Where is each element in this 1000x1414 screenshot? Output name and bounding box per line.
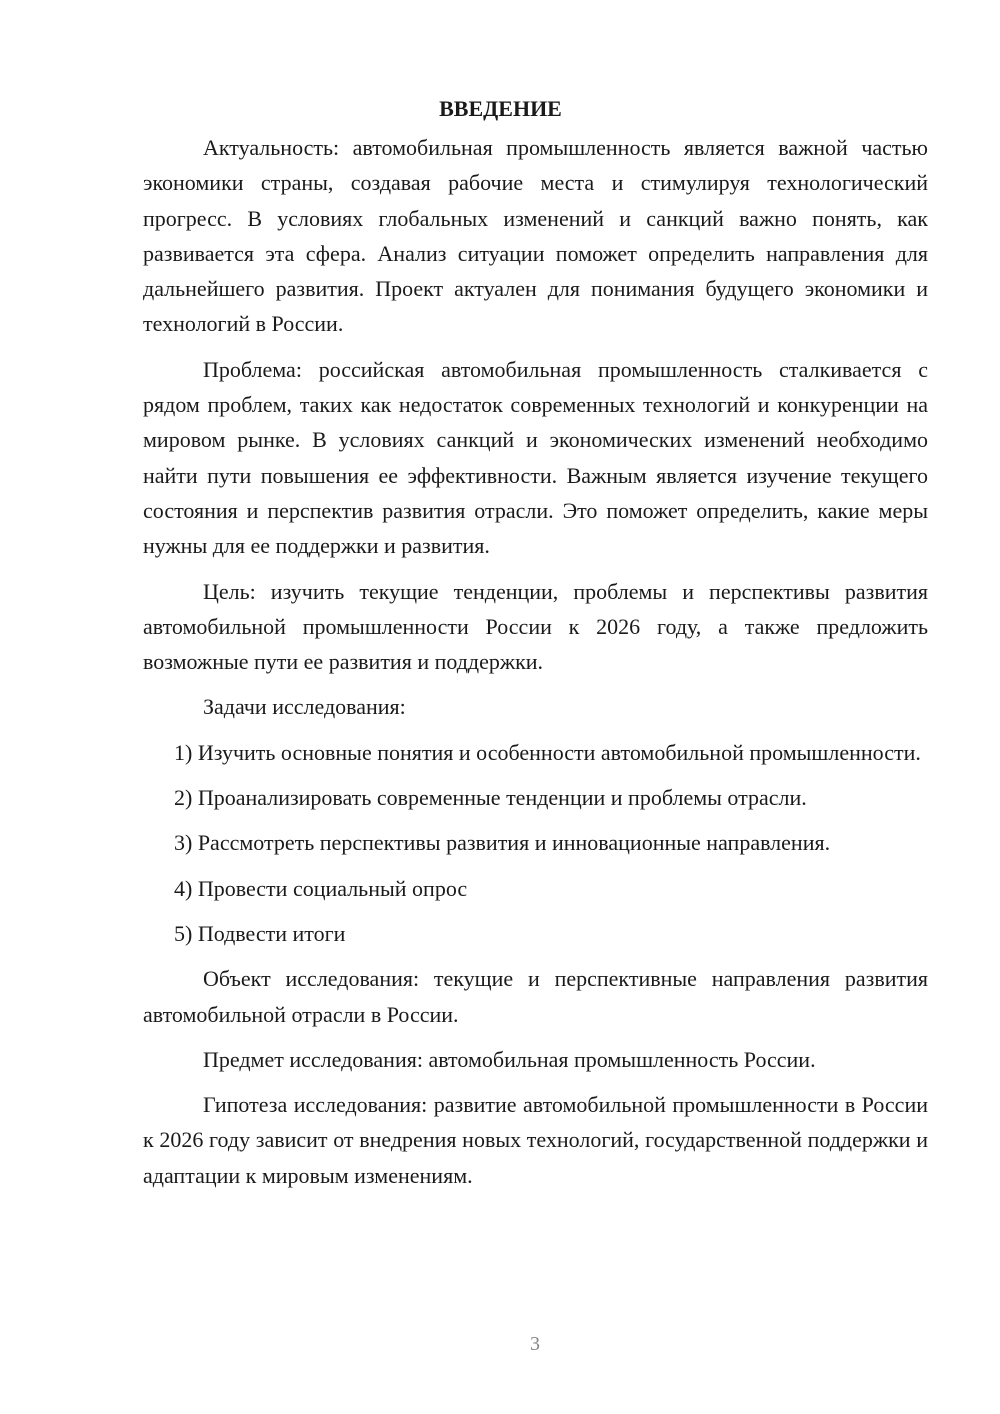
- goal-paragraph: Цель: изучить текущие тенденции, проблемы и перспективы развития автомобильной промышленности России к 2026 году, а также предложить возможные пути ее развития и поддержки.: [143, 578, 928, 675]
- task-item-1: 1) Изучить основные понятия и особенности автомобильной промышленности.: [174, 739, 921, 765]
- problem-paragraph: Проблема: российская автомобильная промышленность сталкивается с рядом проблем, таких как недостаток современных технологий и конкуренции на мировом рынке. В условиях санкций и экономических изменений необходимо найти пути повышения ее эффективности. Важным является изучение текущего состояния и перспектив развития отрасли. Это поможет определить, какие меры нужны для ее поддержки и развития.: [143, 356, 928, 559]
- relevance-paragraph: Актуальность: автомобильная промышленность является важной частью экономики страны, создавая рабочие места и стимулируя технологический прогресс. В условиях глобальных изменений и санкций важно понять, как развивается эта сфера. Анализ ситуации поможет определить направления для дальнейшего развития. Проект актуален для понимания будущего экономики и технологий в России.: [143, 135, 928, 337]
- hypothesis-paragraph: Гипотеза исследования: развитие автомобильной промышленности в России к 2026 году зависит от внедрения новых технологий, государственной поддержки и адаптации к мировым изменениям.: [143, 1092, 928, 1188]
- task-item-5: 5) Подвести итоги: [174, 920, 346, 946]
- page-number: 3: [530, 1333, 540, 1355]
- page-title: ВВЕДЕНИЕ: [439, 96, 562, 121]
- object-paragraph: Объект исследования: текущие и перспективные направления развития автомобильной отрасли в России.: [143, 966, 928, 1027]
- task-item-4: 4) Провести социальный опрос: [174, 875, 468, 901]
- subject-paragraph: Предмет исследования: автомобильная промышленность России.: [203, 1046, 816, 1072]
- task-item-2: 2) Проанализировать современные тенденции и проблемы отрасли.: [174, 785, 807, 811]
- tasks-heading: Задачи исследования:: [203, 694, 406, 720]
- task-item-3: 3) Рассмотреть перспективы развития и инновационные направления.: [174, 830, 831, 856]
